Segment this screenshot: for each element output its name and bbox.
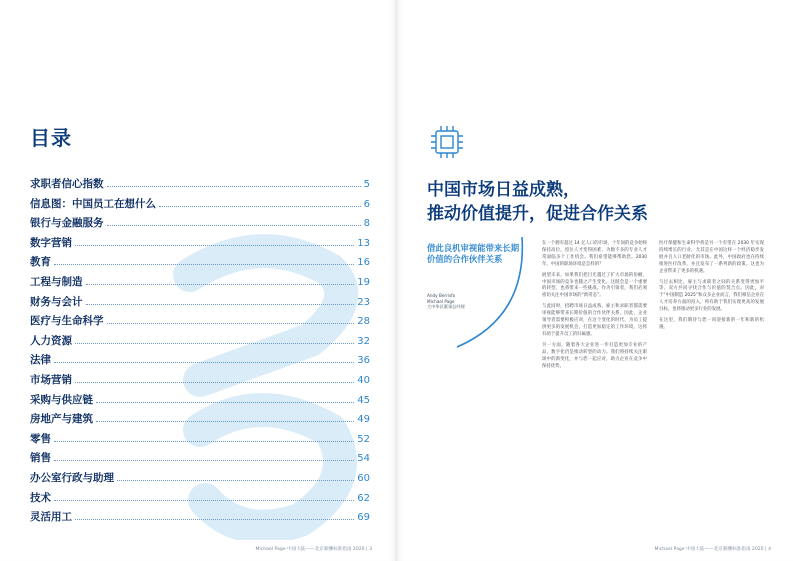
toc-leader-dots xyxy=(75,343,354,344)
toc-leader-dots xyxy=(54,264,354,265)
toc-entry-label: 财务与会计 xyxy=(30,295,83,308)
toc-entry-label: 数字营销 xyxy=(30,236,72,249)
toc-entry-label: 银行与金融服务 xyxy=(30,217,104,230)
page-footer-left: Michael Page 中国大陆——北京薪酬标准指南 2020 | 3 xyxy=(255,547,372,552)
toc-page-number: 32 xyxy=(357,335,370,347)
toc-leader-dots xyxy=(54,460,354,461)
toc-entry-label: 零售 xyxy=(30,432,51,445)
toc-leader-dots xyxy=(117,480,354,481)
toc-leader-dots xyxy=(54,500,354,501)
toc-page-number: 23 xyxy=(357,296,370,308)
table-of-contents xyxy=(30,176,370,529)
toc-entry[interactable] xyxy=(30,196,370,216)
author-title: 大中华区董事总经理 xyxy=(427,304,465,310)
body-paragraph: 在一个拥有超过 14 亿人口的市场，十年间的竞争始终保持高位。留住人才变得困难，为数不多的专业人才常面临多个工作机会。我们希望能够帮助您。2030 年，中国的职场环境是怎样的？ xyxy=(542,241,647,267)
toc-leader-dots xyxy=(107,186,361,187)
toc-leader-dots xyxy=(54,441,354,442)
toc-entry-label: 人力资源 xyxy=(30,334,72,347)
toc-leader-dots xyxy=(54,362,354,363)
toc-page-number: 16 xyxy=(357,257,370,269)
body-column-2 xyxy=(659,241,764,336)
headline-line-2: 推动价值提升，促进合作关系 xyxy=(427,204,648,224)
author-company: Michael Page xyxy=(427,298,455,304)
toc-entry[interactable] xyxy=(30,431,370,451)
toc-entry[interactable] xyxy=(30,235,370,255)
toc-entry[interactable] xyxy=(30,470,370,490)
author-block xyxy=(427,293,517,310)
toc-entry-label: 医疗与生命科学 xyxy=(30,315,104,328)
toc-page-number: 45 xyxy=(357,394,370,406)
toc-entry[interactable] xyxy=(30,490,370,510)
toc-leader-dots xyxy=(107,225,361,226)
toc-title: 目录 xyxy=(30,126,72,150)
toc-page-number: 69 xyxy=(357,512,370,524)
toc-entry[interactable] xyxy=(30,411,370,431)
toc-leader-dots xyxy=(96,421,354,422)
toc-entry[interactable] xyxy=(30,509,370,529)
toc-entry-label: 求职者信心指数 xyxy=(30,178,104,190)
toc-entry-label: 工程与制造 xyxy=(30,275,83,288)
toc-entry[interactable] xyxy=(30,450,370,470)
toc-page-number: 40 xyxy=(357,374,370,386)
toc-page-number: 13 xyxy=(357,237,370,249)
toc-entry-label: 灵活用工 xyxy=(30,511,72,524)
toc-page-number: 36 xyxy=(357,355,370,367)
toc-entry-label: 办公室行政与助理 xyxy=(30,471,114,484)
toc-entry-label: 销售 xyxy=(30,452,51,465)
toc-entry[interactable] xyxy=(30,254,370,274)
right-page xyxy=(397,0,793,561)
body-paragraph: 另一方面，随着各大企业进一步打造更加专业的产品，数字化仍是推动转型的动力。我们将持续关注职场中的新变化，并与您一起应对，助力企业在竞争中保持优势。 xyxy=(542,342,647,369)
body-column-1 xyxy=(542,241,647,374)
toc-entry-label: 采购与供应链 xyxy=(30,393,93,406)
toc-page-number: 49 xyxy=(357,414,370,426)
headline-line-1: 中国市场日益成熟， xyxy=(427,180,580,200)
body-paragraph: 展望未来，如果我们把目光越过了扩大市场的份额，中国市场的竞争也随之产生变化。这既会是一个重要的转型，也将带来一些挑战。作为引领者，我们必须密切关注中国市场的“新常态”。 xyxy=(542,272,647,299)
toc-leader-dots xyxy=(75,382,354,383)
toc-page-number: 60 xyxy=(357,472,370,484)
toc-entry-label: 房地产与建筑 xyxy=(30,413,93,426)
article-headline xyxy=(427,178,777,226)
pull-quote: 借此良机审视能带来长期价值的合作伙伴关系 xyxy=(427,243,520,264)
body-paragraph: 医疗保健和生命科学将是另一个有望在 2030 年实现持续增长的行业。尤其是在中国这样一个经济稳步发展并且人口老龄化的市场。此外，中国政府也在持续推进医疗改革，并且发布了一系列新的政策。这也为企业带来了更多的机遇。 xyxy=(659,241,764,274)
toc-entry[interactable] xyxy=(30,392,370,412)
toc-entry[interactable] xyxy=(30,176,370,196)
toc-leader-dots xyxy=(107,323,355,324)
toc-entry[interactable] xyxy=(30,294,370,314)
toc-entry[interactable] xyxy=(30,372,370,392)
toc-entry-label: 法律 xyxy=(30,354,51,367)
toc-entry[interactable] xyxy=(30,274,370,294)
microchip-icon xyxy=(427,122,467,162)
toc-entry[interactable] xyxy=(30,215,370,235)
body-paragraph: 与过去相比，雇主与求职者之间的关系变得更加平等，双方共同寻找合作与价值的契合点。因此，对于“中国制造 2025”和众多企业而言，我们相信企业在人才培养方面的投入，将有助于我们实现更高的发展目标，也将推动更多行业的发展。 xyxy=(659,279,764,313)
toc-entry-label: 教育 xyxy=(30,256,51,269)
toc-page-number: 52 xyxy=(357,433,370,445)
toc-page-number: 6 xyxy=(363,198,370,210)
body-paragraph: 与此同时，招聘市场日益成熟，雇主和求职者都需要审视能够带来长期价值的合作伙伴关系。因此，企业领导者需要积极应对，在这个变化的时代，为员工提供更多的发展机会，打造更加稳定的工作环境，这将有助于提升员工的归属感。 xyxy=(542,304,647,337)
toc-entry-label: 市场营销 xyxy=(30,373,72,386)
page-footer-right: Michael Page 中国大陆——北京薪酬标准指南 2020 | 4 xyxy=(654,547,771,552)
toc-entry[interactable] xyxy=(30,352,370,372)
toc-entry[interactable] xyxy=(30,313,370,333)
toc-page-number: 54 xyxy=(357,453,370,465)
toc-page-number: 62 xyxy=(357,492,370,504)
toc-entry[interactable] xyxy=(30,333,370,353)
toc-page-number: 5 xyxy=(363,179,370,190)
body-paragraph: 在这里，我们期待与您一同迎接新的一年和新的机遇。 xyxy=(659,318,764,330)
toc-page-number: 28 xyxy=(357,316,370,328)
toc-entry-label: 技术 xyxy=(30,491,51,504)
toc-leader-dots xyxy=(86,304,355,305)
toc-leader-dots xyxy=(75,519,354,520)
toc-leader-dots xyxy=(159,206,361,207)
toc-entry-label: 信息图：中国员工在想什么 xyxy=(30,197,156,210)
toc-page-number: 19 xyxy=(357,276,370,288)
author-name: Andy Berrisfo xyxy=(427,293,456,298)
left-page xyxy=(0,0,396,561)
toc-leader-dots xyxy=(75,245,354,246)
toc-leader-dots xyxy=(96,402,354,403)
toc-page-number: 8 xyxy=(363,218,370,230)
toc-leader-dots xyxy=(86,284,355,285)
